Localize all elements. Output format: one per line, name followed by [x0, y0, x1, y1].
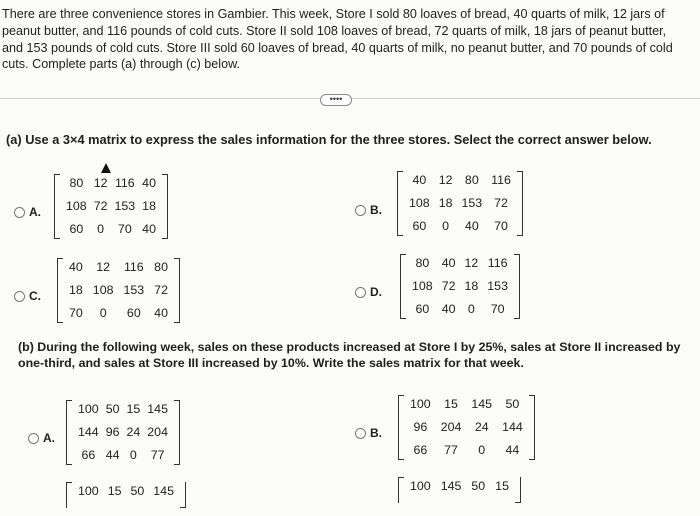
matrix-cell: 18 [464, 279, 479, 293]
matrix-cell: 18 [142, 199, 156, 213]
matrix-cell: 60 [415, 302, 430, 316]
intro-line: and 153 pounds of cold cuts. Store III sold 60 loaves of bread, 40 quarts of milk, no peanut butter, and 70 pounds of cold [2, 40, 673, 55]
problem-statement [2, 6, 692, 73]
matrix-cell: 108 [409, 196, 430, 210]
right-bracket [515, 477, 521, 503]
matrix-cell: 40 [69, 260, 83, 274]
matrix-cell: 145 [440, 479, 462, 493]
mouse-cursor-icon [101, 163, 111, 173]
radio-button[interactable] [355, 428, 366, 439]
right-bracket [517, 171, 523, 236]
matrix-cell: 204 [147, 425, 168, 439]
part-a-option-d-radio[interactable] [355, 285, 382, 299]
matrix-cell: 145 [471, 397, 493, 411]
matrix-cell: 145 [153, 484, 174, 498]
radio-button[interactable] [28, 433, 39, 444]
matrix-cell: 108 [66, 199, 87, 213]
matrix-cell: 15 [495, 479, 509, 493]
matrix-cell: 70 [494, 219, 508, 233]
part-b-option-b-matrix [398, 395, 535, 460]
matrix-cell: 100 [410, 397, 431, 411]
matrix-cell: 96 [105, 425, 120, 439]
radio-button[interactable] [14, 291, 25, 302]
matrix-cell: 24 [126, 425, 141, 439]
part-b-option-a-matrix [66, 400, 180, 465]
matrix-cell: 144 [78, 425, 99, 439]
matrix-cell: 96 [413, 420, 428, 434]
matrix-cell: 15 [107, 484, 122, 498]
matrix-cell: 40 [142, 222, 156, 236]
matrix-cell: 0 [97, 222, 105, 236]
matrix-cell: 66 [81, 448, 96, 462]
right-bracket [174, 258, 180, 323]
matrix-cell: 40 [441, 302, 456, 316]
part-b-option-a-radio[interactable] [28, 431, 55, 445]
radio-button[interactable] [14, 207, 25, 218]
matrix-cell: 40 [142, 176, 156, 190]
right-bracket [162, 174, 168, 239]
matrix-cell: 12 [464, 256, 479, 270]
part-b-question-line: one-third, and sales at Store III increased by 10%. Write the sales matrix for that week. [18, 356, 524, 370]
matrix-cell: 44 [505, 443, 520, 457]
matrix-cell: 72 [154, 283, 168, 297]
part-b-option-d-matrix-partial [398, 477, 521, 503]
matrix-cell: 50 [505, 397, 520, 411]
part-b-question [18, 339, 681, 371]
option-label: D. [370, 285, 382, 299]
part-a-option-b-matrix [397, 171, 523, 236]
intro-line: There are three convenience stores in Gambier. This week, Store I sold 80 loaves of bread, 40 quarts of milk, 12 jars of [2, 7, 665, 21]
matrix-cell: 40 [464, 219, 479, 233]
matrix-cell: 60 [69, 222, 84, 236]
matrix-cell: 72 [494, 196, 508, 210]
matrix-cell: 72 [441, 279, 456, 293]
matrix-cell: 50 [105, 402, 120, 416]
matrix-cell: 72 [93, 199, 108, 213]
part-a-question: (a) Use a 3×4 matrix to express the sales information for the three stores. Select the correct answer below. [6, 132, 652, 147]
matrix-cell: 15 [444, 397, 458, 411]
intro-line: peanut butter, and 116 pounds of cold cuts. Store II sold 108 loaves of bread, 72 quarts of milk, 18 jars of peanut butter, [2, 23, 667, 38]
matrix-cell: 40 [154, 306, 168, 320]
matrix-cell: 0 [442, 219, 450, 233]
matrix-cell: 144 [502, 420, 523, 434]
matrix-cell: 153 [461, 196, 483, 210]
part-a-option-d-matrix [400, 254, 520, 319]
matrix-cell: 116 [487, 256, 508, 270]
matrix-cell: 116 [114, 176, 135, 190]
matrix-cell: 80 [69, 176, 84, 190]
matrix-cell: 18 [438, 196, 453, 210]
matrix-cell: 100 [410, 479, 431, 493]
matrix-cell: 116 [123, 260, 144, 274]
matrix-cell: 153 [123, 283, 145, 297]
matrix-cell: 12 [438, 173, 453, 187]
matrix-cell: 153 [114, 199, 136, 213]
matrix-cell: 77 [150, 448, 165, 462]
right-bracket [180, 482, 186, 508]
option-label: A. [29, 205, 41, 219]
matrix-cell: 80 [154, 260, 168, 274]
matrix-cell: 0 [99, 306, 107, 320]
right-bracket [529, 395, 535, 460]
matrix-cell: 204 [440, 420, 462, 434]
matrix-cell: 24 [474, 420, 489, 434]
part-b-question-line: (b) During the following week, sales on these products increased at Store I by 25%, sales at Store II increased by [18, 340, 681, 354]
part-a-option-c-radio[interactable] [14, 289, 41, 303]
matrix-cell: 66 [413, 443, 428, 457]
matrix-cell: 116 [491, 173, 511, 187]
expand-more-button[interactable]: •••• [320, 94, 352, 106]
right-bracket [174, 400, 180, 465]
matrix-cell: 145 [147, 402, 168, 416]
part-a-option-b-radio[interactable] [355, 203, 382, 217]
option-label: C. [29, 289, 41, 303]
option-label: A. [43, 431, 55, 445]
part-a-option-a-matrix [54, 174, 168, 239]
matrix-cell: 50 [471, 479, 486, 493]
matrix-cell: 100 [78, 402, 99, 416]
part-a-option-c-matrix [57, 258, 180, 323]
matrix-cell: 108 [92, 283, 114, 297]
option-label: B. [370, 426, 382, 440]
matrix-cell: 44 [105, 448, 120, 462]
matrix-cell: 0 [467, 302, 475, 316]
part-a-option-a-radio[interactable] [14, 205, 41, 219]
matrix-cell: 80 [415, 256, 430, 270]
matrix-cell: 12 [96, 260, 111, 274]
matrix-cell: 70 [69, 306, 83, 320]
matrix-cell: 40 [441, 256, 456, 270]
matrix-cell: 18 [69, 283, 83, 297]
matrix-cell: 70 [117, 222, 132, 236]
matrix-cell: 0 [129, 448, 137, 462]
matrix-cell: 0 [478, 443, 486, 457]
intro-line: cuts. Complete parts (a) through (c) below. [2, 57, 240, 72]
matrix-cell: 100 [78, 484, 99, 498]
matrix-cell: 12 [93, 176, 108, 190]
right-bracket [514, 254, 520, 319]
matrix-cell: 15 [126, 402, 141, 416]
matrix-cell: 60 [412, 219, 427, 233]
part-b-option-c-matrix-partial [66, 482, 186, 508]
radio-button[interactable] [355, 205, 366, 216]
matrix-cell: 108 [412, 279, 433, 293]
matrix-cell: 77 [444, 443, 458, 457]
radio-button[interactable] [355, 287, 366, 298]
matrix-cell: 153 [487, 279, 508, 293]
matrix-cell: 70 [490, 302, 505, 316]
option-label: B. [370, 203, 382, 217]
matrix-cell: 50 [130, 484, 145, 498]
part-b-option-b-radio[interactable] [355, 426, 382, 440]
matrix-cell: 60 [126, 306, 141, 320]
matrix-cell: 80 [464, 173, 479, 187]
matrix-cell: 40 [412, 173, 427, 187]
